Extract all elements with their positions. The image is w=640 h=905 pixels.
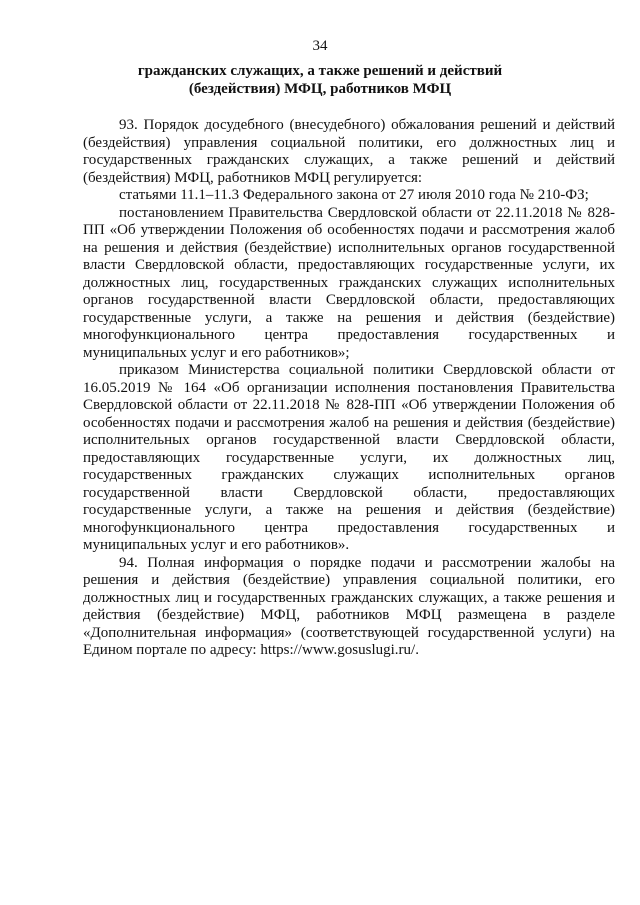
document-body [83, 117, 615, 660]
paragraph-law-articles: статьями 11.1–11.3 Федерального закона от 27 июля 2010 года № 210-ФЗ; [119, 187, 589, 203]
paragraph-government-decree: постановлением Правительства Свердловской области от 22.11.2018 № 828-ПП «Об утверждении Положения об особенностях подачи и рассмотрения жалоб на решения и действия (бездействие) исполнительных органов государственной власти Свердловской области, предоставляющих государственные услуги, их должностных лиц, государственных гражданских служащих исполнительных органов государственной власти Свердловской области, предоставляющих государственные услуги, а также на решения и действия (бездействие) многофункционального центра предоставления государственных и муниципальных услуг и его работников»; [83, 204, 615, 361]
paragraph-94: 94. Полная информация о порядке подачи и рассмотрении жалобы на решения и действия (бездействие) управления социальной политики, его должностных лиц и государственных гражданских служащих, а также решения и действия (бездействие) МФЦ, работников МФЦ размещена в разделе «Дополнительная информация» (соответствующей государственной услуги) на Едином портале по адресу: https://www.gosuslugi.ru/. [83, 554, 615, 658]
page-number: 34 [312, 38, 328, 54]
paragraph-93: 93. Порядок досудебного (внесудебного) обжалования решений и действий (бездействия) управления социальной политики, его должностных лиц и государственных гражданских служащих, а также решений и действий (бездействия) МФЦ, работников МФЦ регулируется: [83, 117, 615, 186]
section-heading: гражданских служащих, а также решений и действий (бездействия) МФЦ, работников МФЦ [137, 63, 503, 97]
paragraph-ministry-order: приказом Министерства социальной политики Свердловской области от 16.05.2019 № 164 «Об организации исполнения постановления Правительства Свердловской области от 22.11.2018 № 828-ПП «Об утверждении Положения об особенностях подачи и рассмотрения жалоб на решения и действия (бездействие) исполнительных органов государственной власти Свердловской области, предоставляющих государственные услуги, их должностных лиц, государственных гражданских служащих исполнительных органов государственной власти Свердловской области, предоставляющих государственные услуги, а также на решения и действия (бездействие) многофункционального центра предоставления государственных и муниципальных услуг и его работников». [83, 362, 615, 553]
